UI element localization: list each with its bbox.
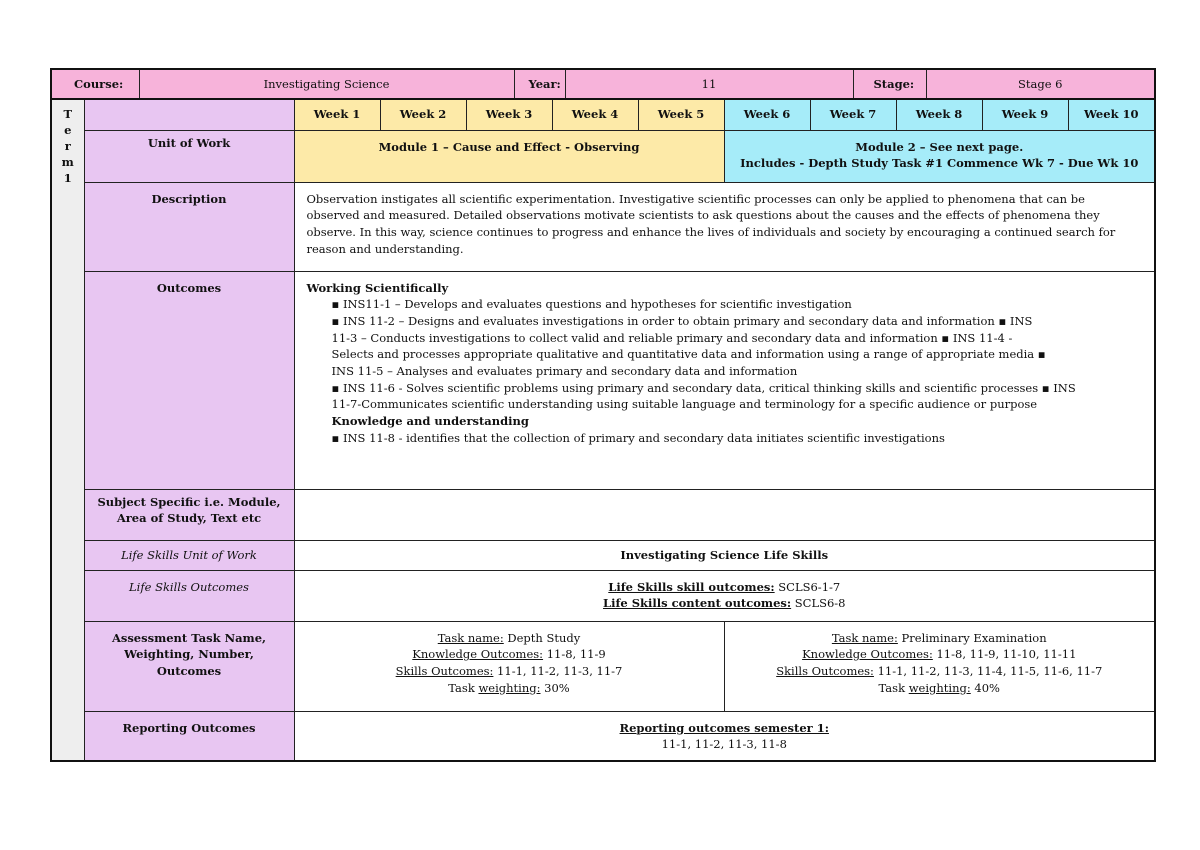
- reporting-heading: Reporting outcomes semester 1:: [619, 720, 829, 735]
- skills-outcomes-value: 11-1, 11-2, 11-3, 11-4, 11-5, 11-6, 11-7: [873, 663, 1103, 678]
- week-header: Week 10: [1068, 99, 1155, 130]
- reporting-outcomes-label: Reporting Outcomes: [84, 711, 294, 761]
- task-name-label: Task name:: [831, 630, 898, 645]
- assessment-task-1: [294, 621, 724, 711]
- year-value: 11: [565, 69, 853, 99]
- skill-outcomes-value: SCLS6-1-7: [774, 579, 841, 594]
- outcome-item: [307, 380, 1095, 430]
- stage-value: Stage 6: [926, 69, 1155, 99]
- module-2-line-1: Module 2 – See next page.: [855, 139, 1024, 154]
- task-weighting-value: 40%: [970, 680, 1000, 695]
- subject-specific-label: Subject Specific i.e. Module, Area of Study, Text etc: [84, 489, 294, 540]
- task-weighting-prefix: Task: [448, 680, 479, 695]
- course-value: Investigating Science: [139, 69, 514, 99]
- skill-outcomes-label: Life Skills skill outcomes:: [608, 579, 775, 594]
- reporting-outcomes-value: [294, 711, 1155, 761]
- week-header: Week 8: [896, 99, 982, 130]
- task-weighting-label: weighting:: [908, 680, 971, 695]
- week-header: Week 6: [724, 99, 810, 130]
- week-header: Week 9: [982, 99, 1068, 130]
- week-header: Week 3: [466, 99, 552, 130]
- content-outcomes-label: Life Skills content outcomes:: [602, 596, 792, 611]
- skills-outcomes-label: Skills Outcomes:: [395, 663, 494, 678]
- skills-outcomes-value: 11-1, 11-2, 11-3, 11-7: [493, 663, 623, 678]
- week-header: Week 7: [810, 99, 896, 130]
- knowledge-outcomes-label: Knowledge Outcomes:: [412, 647, 544, 662]
- task-weighting-value: 30%: [540, 680, 570, 695]
- task-name-value: Preliminary Examination: [897, 630, 1047, 645]
- module-2-title: [724, 130, 1155, 182]
- week-header: Week 1: [294, 99, 380, 130]
- knowledge-outcomes-value: 11-8, 11-9, 11-10, 11-11: [932, 647, 1077, 662]
- week-header: Week 4: [552, 99, 638, 130]
- outcome-item: ▪ INS 11-8 - identifies that the collection of primary and secondary data initiates scientific investigations: [331, 430, 945, 445]
- content-outcomes-value: SCLS6-8: [791, 596, 846, 611]
- reporting-values: 11-1, 11-2, 11-3, 11-8: [661, 737, 787, 752]
- life-skills-outcomes-value: [294, 570, 1155, 621]
- module-2-line-2: Includes - Depth Study Task #1 Commence Wk 7 - Due Wk 10: [740, 156, 1139, 171]
- knowledge-outcomes-label: Knowledge Outcomes:: [802, 647, 933, 662]
- assessment-task-2: [724, 621, 1155, 711]
- outcomes-content: [294, 271, 1155, 489]
- task-weighting-label: weighting:: [478, 680, 541, 695]
- skills-outcomes-label: Skills Outcomes:: [776, 663, 874, 678]
- year-label: Year:: [514, 69, 565, 99]
- header-table: [50, 68, 1156, 100]
- week-header: Week 5: [638, 99, 724, 130]
- task-name-label: Task name:: [437, 630, 504, 645]
- term-label: T e r m 1: [51, 99, 84, 761]
- week-header: Week 2: [380, 99, 466, 130]
- outcomes-heading: Working Scientifically: [306, 280, 449, 295]
- knowledge-heading: Knowledge and understanding: [331, 413, 529, 428]
- subject-specific-value: [294, 489, 1155, 540]
- outcome-item: ▪ INS 11-2 – Designs and evaluates investigations in order to obtain primary and secondary data and information ▪ INS 11-3 – Conducts investigations to collect valid and reliable primary and secondary data and information ▪ INS 11-4 - Selects and processes appropriate qualitative and quantitative data and information using a range of appropriate media ▪ INS 11-5 – Analyses and evaluates primary and secondary data and information: [331, 313, 1046, 378]
- planner-table: [50, 98, 1156, 762]
- outcome-item-text: ▪ INS 11-6 - Solves scientific problems using primary and secondary data, critical thinking skills and scientific processes ▪ INS 11-7-Communicates scientific understanding using suitable language and terminology for a specific audience or purpose: [331, 380, 1076, 412]
- course-label: Course:: [51, 69, 139, 99]
- life-skills-outcomes-label: Life Skills Outcomes: [84, 570, 294, 621]
- assessment-label: Assessment Task Name, Weighting, Number, Outcomes: [84, 621, 294, 711]
- stage-label: Stage:: [853, 69, 926, 99]
- week-row-blank: [84, 99, 294, 130]
- life-skills-unit-value: Investigating Science Life Skills: [294, 540, 1155, 570]
- description-text: Observation instigates all scientific experimentation. Investigative scientific processes can only be applied to phenomena that can be observed and measured. Detailed observations motivate scientists to ask questions about the causes and the effects of phenomena they observe. In this way, science continues to progress and enhance the lives of individuals and society by encouraging a continued search for reason and understanding.: [294, 182, 1155, 271]
- outcomes-label: Outcomes: [84, 271, 294, 489]
- task-name-value: Depth Study: [503, 630, 581, 645]
- knowledge-outcomes-value: 11-8, 11-9: [543, 647, 606, 662]
- module-1-title: Module 1 – Cause and Effect - Observing: [294, 130, 724, 182]
- task-weighting-prefix: Task: [878, 680, 909, 695]
- life-skills-unit-label: Life Skills Unit of Work: [84, 540, 294, 570]
- description-label: Description: [84, 182, 294, 271]
- outcome-item: ▪ INS11-1 – Develops and evaluates questions and hypotheses for scientific investigation: [331, 297, 852, 312]
- unit-of-work-label: Unit of Work: [84, 130, 294, 182]
